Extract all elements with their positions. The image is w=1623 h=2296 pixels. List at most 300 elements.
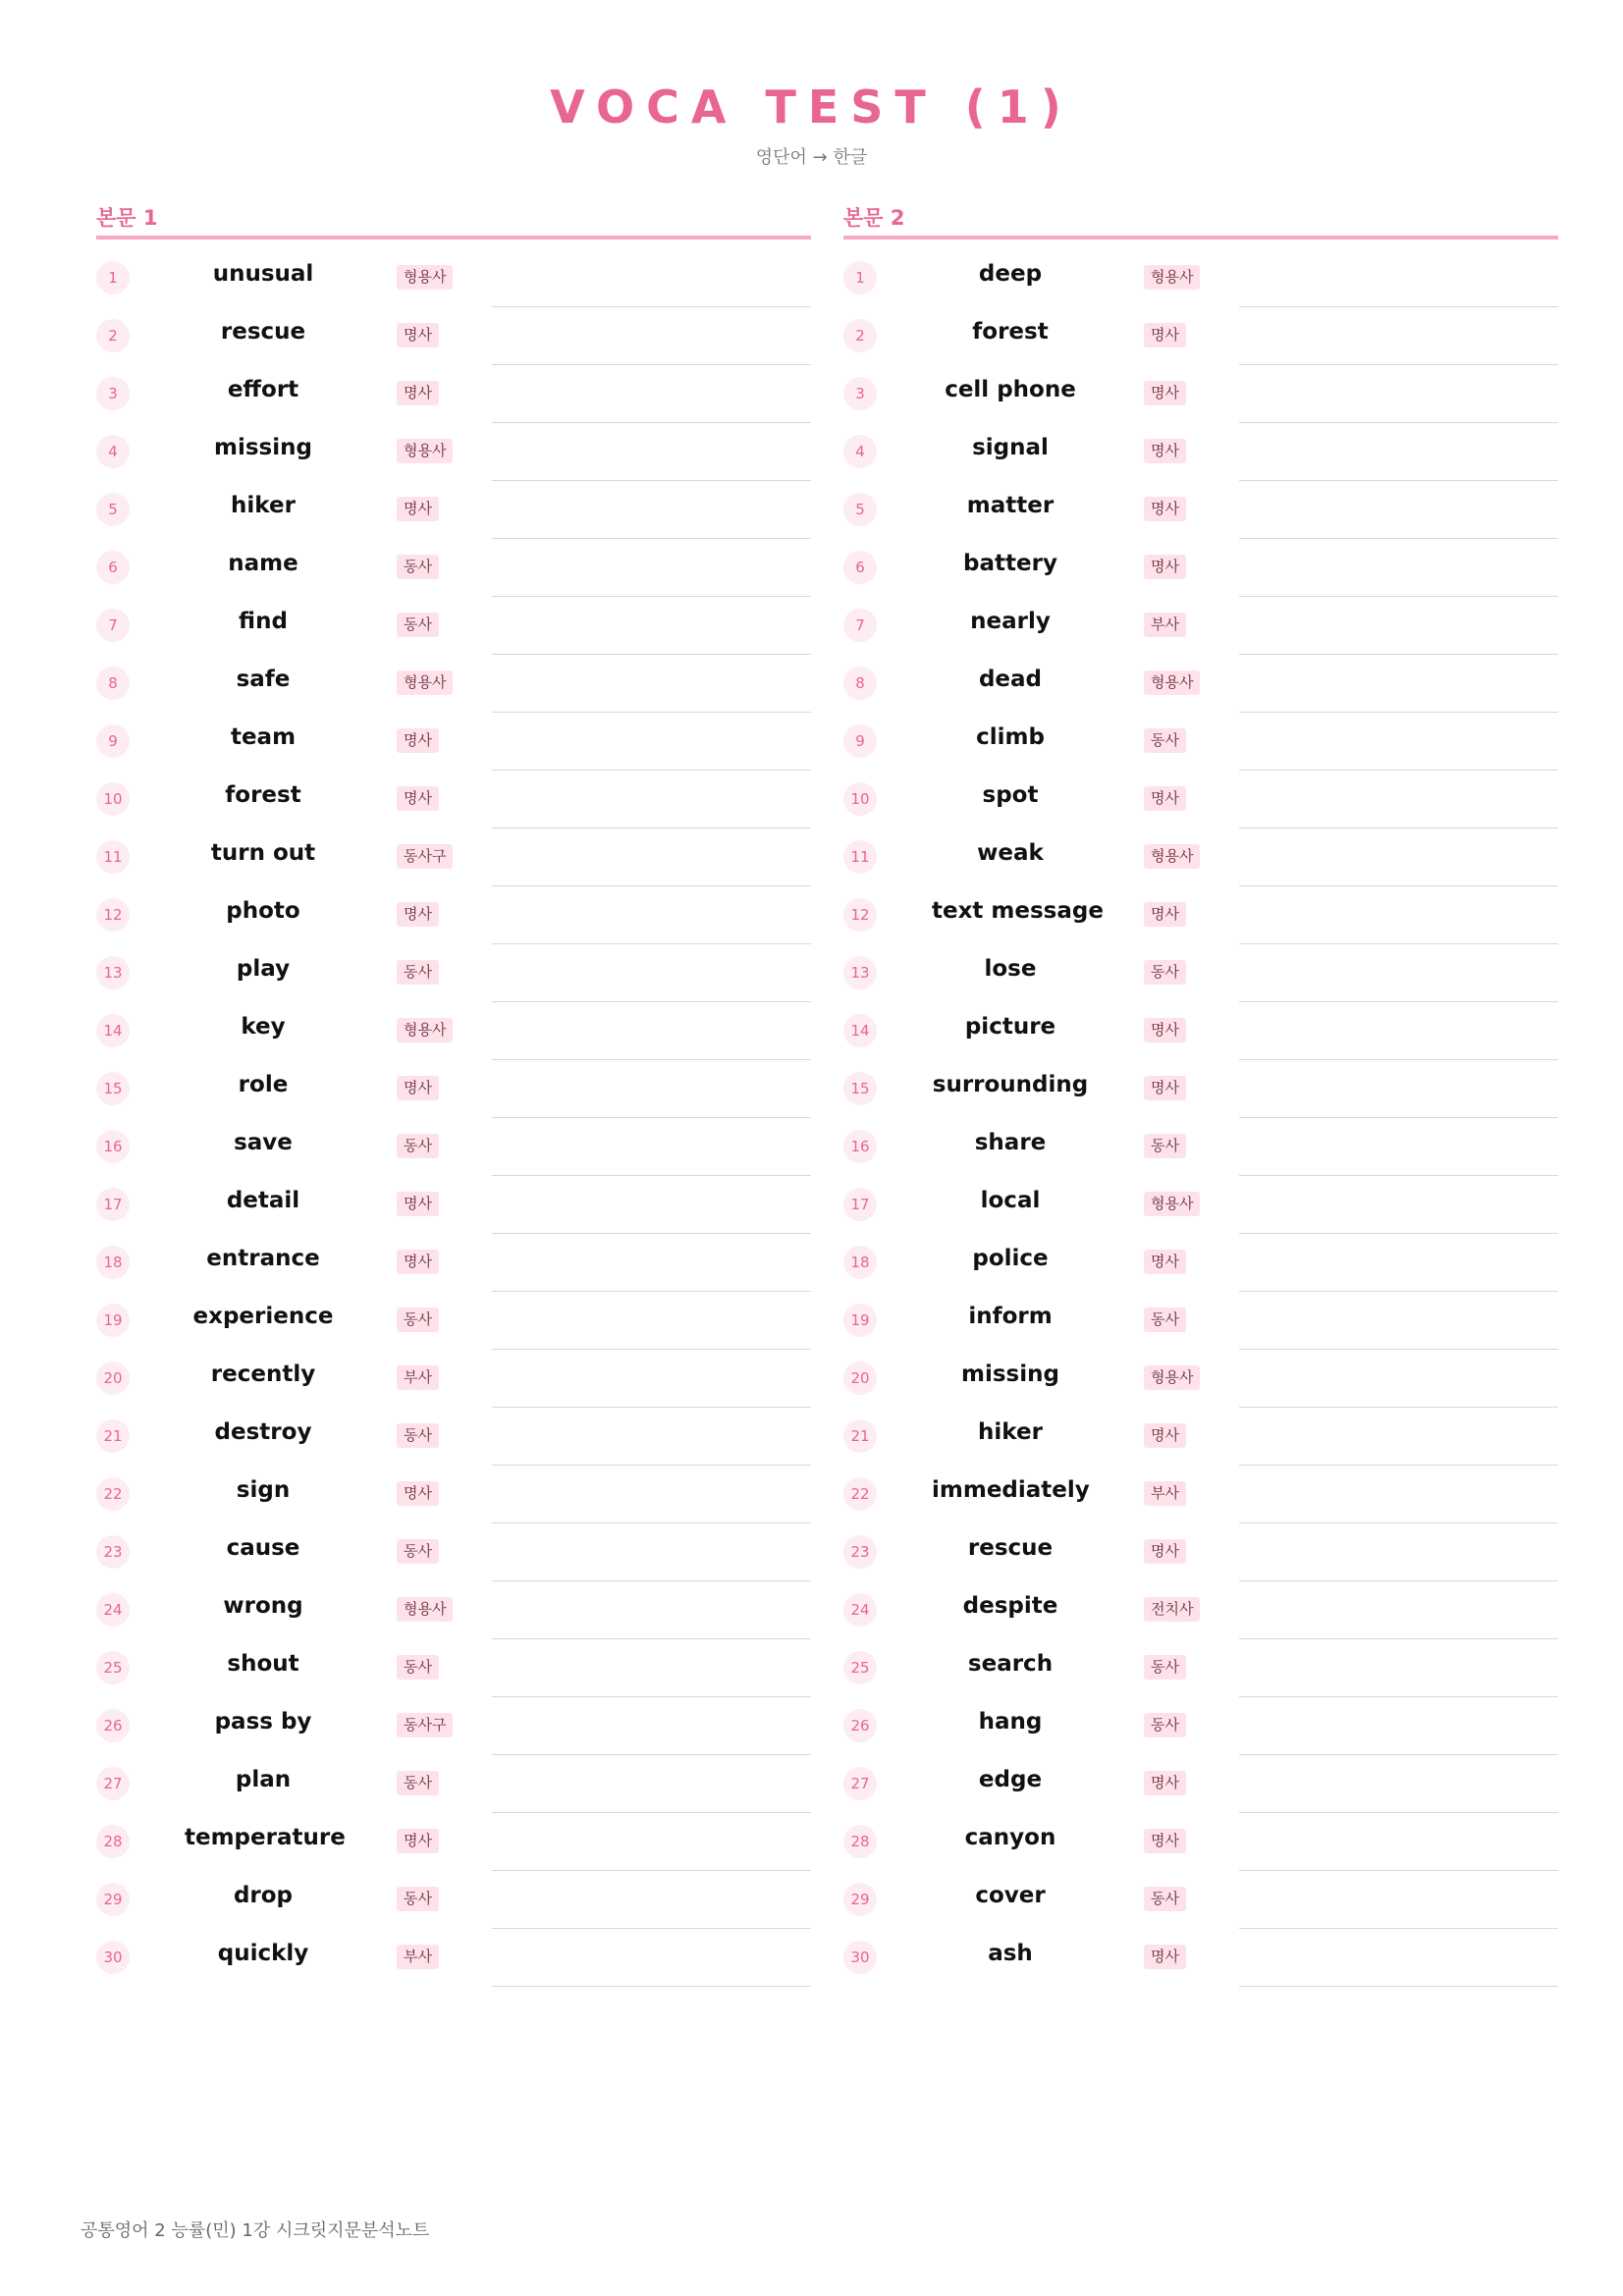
word-row bbox=[843, 1060, 1558, 1118]
answer-line[interactable] bbox=[1239, 943, 1558, 1002]
word-row bbox=[843, 1697, 1558, 1755]
answer-line[interactable] bbox=[1239, 364, 1558, 423]
item-number-badge: 15 bbox=[843, 1072, 877, 1105]
part-of-speech-tag: 형용사 bbox=[397, 1018, 453, 1042]
answer-line[interactable] bbox=[1239, 1291, 1558, 1350]
item-number-badge: 21 bbox=[843, 1419, 877, 1453]
part-of-speech-tag: 명사 bbox=[397, 1829, 439, 1853]
item-number-badge: 26 bbox=[96, 1709, 130, 1742]
answer-line[interactable] bbox=[1239, 712, 1558, 771]
part-of-speech-tag: 동사 bbox=[397, 960, 439, 985]
english-word: local bbox=[980, 1188, 1041, 1213]
part-of-speech-tag: 동사 bbox=[397, 555, 439, 579]
word-list bbox=[843, 249, 1558, 1987]
item-number-badge: 14 bbox=[843, 1014, 877, 1047]
word-row bbox=[843, 1871, 1558, 1929]
answer-line[interactable] bbox=[492, 538, 811, 597]
word-row bbox=[843, 944, 1558, 1002]
english-word: ash bbox=[988, 1941, 1033, 1966]
answer-line[interactable] bbox=[1239, 306, 1558, 365]
word-row bbox=[843, 1466, 1558, 1523]
item-number-badge: 7 bbox=[96, 609, 130, 642]
item-number-badge: 25 bbox=[843, 1651, 877, 1684]
part-of-speech-tag: 동사 bbox=[1144, 1887, 1186, 1911]
word-row bbox=[96, 1176, 811, 1234]
word-row bbox=[96, 1060, 811, 1118]
item-number-badge: 3 bbox=[843, 377, 877, 410]
part-of-speech-tag: 명사 bbox=[1144, 1076, 1186, 1100]
english-word: dead bbox=[978, 667, 1043, 692]
word-row bbox=[843, 713, 1558, 771]
part-of-speech-tag: 명사 bbox=[1144, 1829, 1186, 1853]
english-word: sign bbox=[236, 1477, 291, 1503]
answer-line[interactable] bbox=[1239, 654, 1558, 713]
part-of-speech-tag: 명사 bbox=[1144, 381, 1186, 405]
answer-line[interactable] bbox=[492, 1291, 811, 1350]
english-word: surrounding bbox=[932, 1072, 1089, 1097]
english-word: destroy bbox=[214, 1419, 312, 1445]
english-word: experience bbox=[192, 1304, 334, 1329]
item-number-badge: 6 bbox=[843, 551, 877, 584]
item-number-badge: 27 bbox=[96, 1767, 130, 1800]
english-word: search bbox=[967, 1651, 1054, 1677]
column-heading: 본문 1 bbox=[96, 206, 158, 230]
answer-line[interactable] bbox=[492, 1812, 811, 1871]
item-number-badge: 8 bbox=[843, 667, 877, 700]
word-row bbox=[96, 1118, 811, 1176]
answer-line[interactable] bbox=[1239, 1117, 1558, 1176]
answer-line[interactable] bbox=[492, 1407, 811, 1466]
part-of-speech-tag: 형용사 bbox=[1144, 844, 1200, 869]
word-row bbox=[843, 1292, 1558, 1350]
part-of-speech-tag: 명사 bbox=[1144, 1945, 1186, 1969]
item-number-badge: 10 bbox=[843, 782, 877, 816]
part-of-speech-tag: 동사구 bbox=[397, 1713, 453, 1737]
part-of-speech-tag: 형용사 bbox=[1144, 265, 1200, 290]
item-number-badge: 29 bbox=[843, 1883, 877, 1916]
english-word: unusual bbox=[212, 261, 314, 287]
word-row bbox=[843, 1350, 1558, 1408]
part-of-speech-tag: 전치사 bbox=[1144, 1597, 1200, 1622]
item-number-badge: 4 bbox=[843, 435, 877, 468]
english-word: team bbox=[230, 724, 297, 750]
answer-line[interactable] bbox=[492, 654, 811, 713]
item-number-badge: 22 bbox=[843, 1477, 877, 1511]
item-number-badge: 30 bbox=[843, 1941, 877, 1974]
item-number-badge: 2 bbox=[843, 319, 877, 352]
answer-line[interactable] bbox=[1239, 422, 1558, 481]
part-of-speech-tag: 부사 bbox=[1144, 613, 1186, 637]
english-word: despite bbox=[962, 1593, 1058, 1619]
item-number-badge: 20 bbox=[96, 1362, 130, 1395]
item-number-badge: 11 bbox=[96, 840, 130, 874]
answer-line[interactable] bbox=[1239, 770, 1558, 828]
english-word: lose bbox=[984, 956, 1037, 982]
part-of-speech-tag: 명사 bbox=[397, 1481, 439, 1506]
footer-note: 공통영어 2 능률(민) 1강 시크릿지문분석노트 bbox=[81, 2220, 430, 2241]
answer-line[interactable] bbox=[1239, 538, 1558, 597]
part-of-speech-tag: 동사구 bbox=[397, 844, 453, 869]
item-number-badge: 13 bbox=[843, 956, 877, 989]
word-row bbox=[843, 1581, 1558, 1639]
answer-line[interactable] bbox=[492, 1001, 811, 1060]
english-word: rescue bbox=[220, 319, 306, 345]
answer-line[interactable] bbox=[1239, 1812, 1558, 1871]
answer-line[interactable] bbox=[1239, 885, 1558, 944]
item-number-badge: 17 bbox=[843, 1188, 877, 1221]
item-number-badge: 18 bbox=[96, 1246, 130, 1279]
answer-line[interactable] bbox=[492, 306, 811, 365]
word-row bbox=[96, 1523, 811, 1581]
part-of-speech-tag: 동사 bbox=[1144, 960, 1186, 985]
answer-line[interactable] bbox=[1239, 1349, 1558, 1408]
answer-line[interactable] bbox=[1239, 480, 1558, 539]
answer-line[interactable] bbox=[492, 1580, 811, 1639]
column-heading-bar bbox=[96, 196, 811, 240]
english-word: save bbox=[234, 1130, 293, 1155]
english-word: signal bbox=[972, 435, 1049, 460]
english-word: temperature bbox=[185, 1825, 346, 1850]
item-number-badge: 1 bbox=[96, 261, 130, 294]
part-of-speech-tag: 명사 bbox=[1144, 1018, 1186, 1042]
item-number-badge: 25 bbox=[96, 1651, 130, 1684]
answer-line[interactable] bbox=[492, 1870, 811, 1929]
item-number-badge: 19 bbox=[96, 1304, 130, 1337]
column-heading: 본문 2 bbox=[843, 206, 905, 230]
answer-line[interactable] bbox=[1239, 1928, 1558, 1987]
english-word: forest bbox=[972, 319, 1049, 345]
word-row bbox=[843, 655, 1558, 713]
word-row bbox=[843, 771, 1558, 828]
item-number-badge: 24 bbox=[96, 1593, 130, 1627]
item-number-badge: 23 bbox=[96, 1535, 130, 1569]
answer-line[interactable] bbox=[492, 422, 811, 481]
word-row bbox=[96, 713, 811, 771]
part-of-speech-tag: 동사 bbox=[397, 1887, 439, 1911]
word-row bbox=[843, 423, 1558, 481]
word-row bbox=[96, 1292, 811, 1350]
answer-line[interactable] bbox=[492, 480, 811, 539]
english-word: drop bbox=[233, 1883, 294, 1908]
part-of-speech-tag: 형용사 bbox=[397, 670, 453, 695]
item-number-badge: 18 bbox=[843, 1246, 877, 1279]
word-row bbox=[843, 1813, 1558, 1871]
answer-line[interactable] bbox=[1239, 1580, 1558, 1639]
answer-line[interactable] bbox=[492, 1349, 811, 1408]
english-word: safe bbox=[236, 667, 291, 692]
part-of-speech-tag: 명사 bbox=[1144, 1423, 1186, 1448]
word-row bbox=[96, 1002, 811, 1060]
item-number-badge: 23 bbox=[843, 1535, 877, 1569]
word-row bbox=[96, 886, 811, 944]
answer-line[interactable] bbox=[492, 1928, 811, 1987]
english-word: turn out bbox=[210, 840, 316, 866]
english-word: key bbox=[241, 1014, 286, 1040]
part-of-speech-tag: 명사 bbox=[1144, 1539, 1186, 1564]
answer-line[interactable] bbox=[1239, 1465, 1558, 1523]
answer-line[interactable] bbox=[1239, 1233, 1558, 1292]
answer-line[interactable] bbox=[1239, 1059, 1558, 1118]
answer-line[interactable] bbox=[492, 1175, 811, 1234]
english-word: recently bbox=[210, 1362, 316, 1387]
part-of-speech-tag: 명사 bbox=[1144, 555, 1186, 579]
english-word: name bbox=[228, 551, 298, 576]
part-of-speech-tag: 부사 bbox=[1144, 1481, 1186, 1506]
english-word: hiker bbox=[978, 1419, 1043, 1445]
word-row bbox=[843, 1002, 1558, 1060]
item-number-badge: 7 bbox=[843, 609, 877, 642]
word-row bbox=[96, 771, 811, 828]
word-row bbox=[843, 539, 1558, 597]
answer-line[interactable] bbox=[1239, 1638, 1558, 1697]
part-of-speech-tag: 명사 bbox=[1144, 497, 1186, 521]
item-number-badge: 19 bbox=[843, 1304, 877, 1337]
word-row bbox=[96, 828, 811, 886]
english-word: pass by bbox=[214, 1709, 312, 1735]
english-word: effort bbox=[227, 377, 299, 402]
answer-line[interactable] bbox=[1239, 248, 1558, 307]
word-row bbox=[96, 597, 811, 655]
part-of-speech-tag: 명사 bbox=[397, 1250, 439, 1274]
part-of-speech-tag: 명사 bbox=[397, 1076, 439, 1100]
column-heading-bar bbox=[843, 196, 1558, 240]
word-row bbox=[96, 1350, 811, 1408]
word-row bbox=[843, 365, 1558, 423]
item-number-badge: 12 bbox=[843, 898, 877, 932]
word-row bbox=[96, 1697, 811, 1755]
answer-line[interactable] bbox=[492, 885, 811, 944]
word-row bbox=[96, 307, 811, 365]
english-word: police bbox=[972, 1246, 1049, 1271]
word-row bbox=[843, 828, 1558, 886]
part-of-speech-tag: 명사 bbox=[1144, 1771, 1186, 1795]
word-row bbox=[843, 307, 1558, 365]
word-row bbox=[96, 1581, 811, 1639]
word-row bbox=[843, 886, 1558, 944]
item-number-badge: 2 bbox=[96, 319, 130, 352]
column-passage-1 bbox=[96, 196, 811, 1987]
item-number-badge: 5 bbox=[96, 493, 130, 526]
part-of-speech-tag: 명사 bbox=[397, 1192, 439, 1216]
english-word: forest bbox=[225, 782, 301, 808]
word-row bbox=[96, 1755, 811, 1813]
item-number-badge: 8 bbox=[96, 667, 130, 700]
word-list bbox=[96, 249, 811, 1987]
item-number-badge: 9 bbox=[96, 724, 130, 758]
part-of-speech-tag: 명사 bbox=[1144, 1250, 1186, 1274]
part-of-speech-tag: 명사 bbox=[397, 381, 439, 405]
answer-line[interactable] bbox=[1239, 1001, 1558, 1060]
english-word: battery bbox=[963, 551, 1057, 576]
english-word: share bbox=[974, 1130, 1047, 1155]
item-number-badge: 29 bbox=[96, 1883, 130, 1916]
english-word: missing bbox=[961, 1362, 1059, 1387]
item-number-badge: 11 bbox=[843, 840, 877, 874]
word-row bbox=[843, 1929, 1558, 1987]
english-word: entrance bbox=[206, 1246, 320, 1271]
part-of-speech-tag: 형용사 bbox=[1144, 1365, 1200, 1390]
part-of-speech-tag: 형용사 bbox=[397, 1597, 453, 1622]
word-row bbox=[96, 1466, 811, 1523]
word-row bbox=[96, 1639, 811, 1697]
english-word: hiker bbox=[231, 493, 296, 518]
part-of-speech-tag: 명사 bbox=[1144, 902, 1186, 927]
part-of-speech-tag: 형용사 bbox=[1144, 1192, 1200, 1216]
english-word: picture bbox=[964, 1014, 1056, 1040]
item-number-badge: 17 bbox=[96, 1188, 130, 1221]
part-of-speech-tag: 동사 bbox=[397, 1134, 439, 1158]
answer-line[interactable] bbox=[492, 248, 811, 307]
word-row bbox=[96, 1234, 811, 1292]
english-word: detail bbox=[226, 1188, 300, 1213]
word-row bbox=[96, 539, 811, 597]
answer-line[interactable] bbox=[492, 1638, 811, 1697]
answer-line[interactable] bbox=[492, 828, 811, 886]
item-number-badge: 16 bbox=[843, 1130, 877, 1163]
part-of-speech-tag: 명사 bbox=[1144, 786, 1186, 811]
word-row bbox=[843, 249, 1558, 307]
english-word: immediately bbox=[932, 1477, 1090, 1503]
english-word: cause bbox=[226, 1535, 300, 1561]
item-number-badge: 28 bbox=[96, 1825, 130, 1858]
page-title: VOCA TEST (1) bbox=[550, 80, 1073, 133]
english-word: inform bbox=[968, 1304, 1053, 1329]
answer-line[interactable] bbox=[492, 596, 811, 655]
part-of-speech-tag: 명사 bbox=[397, 786, 439, 811]
item-number-badge: 16 bbox=[96, 1130, 130, 1163]
english-word: photo bbox=[226, 898, 300, 924]
part-of-speech-tag: 동사 bbox=[1144, 1655, 1186, 1680]
answer-line[interactable] bbox=[492, 1696, 811, 1755]
answer-line[interactable] bbox=[1239, 1175, 1558, 1234]
part-of-speech-tag: 동사 bbox=[1144, 1713, 1186, 1737]
english-word: text message bbox=[932, 898, 1104, 924]
part-of-speech-tag: 동사 bbox=[397, 1771, 439, 1795]
part-of-speech-tag: 동사 bbox=[397, 1655, 439, 1680]
part-of-speech-tag: 명사 bbox=[397, 728, 439, 753]
item-number-badge: 22 bbox=[96, 1477, 130, 1511]
word-row bbox=[843, 1523, 1558, 1581]
word-row bbox=[843, 597, 1558, 655]
item-number-badge: 3 bbox=[96, 377, 130, 410]
english-word: missing bbox=[214, 435, 312, 460]
english-word: canyon bbox=[964, 1825, 1056, 1850]
item-number-badge: 26 bbox=[843, 1709, 877, 1742]
item-number-badge: 14 bbox=[96, 1014, 130, 1047]
part-of-speech-tag: 명사 bbox=[397, 497, 439, 521]
answer-line[interactable] bbox=[492, 1233, 811, 1292]
english-word: play bbox=[236, 956, 291, 982]
part-of-speech-tag: 동사 bbox=[397, 613, 439, 637]
answer-line[interactable] bbox=[492, 770, 811, 828]
answer-line[interactable] bbox=[1239, 1754, 1558, 1813]
word-row bbox=[843, 1755, 1558, 1813]
item-number-badge: 4 bbox=[96, 435, 130, 468]
answer-line[interactable] bbox=[492, 1059, 811, 1118]
answer-line[interactable] bbox=[492, 364, 811, 423]
english-word: quickly bbox=[217, 1941, 309, 1966]
answer-line[interactable] bbox=[1239, 1407, 1558, 1466]
word-row bbox=[843, 481, 1558, 539]
english-word: shout bbox=[227, 1651, 299, 1677]
word-row bbox=[96, 365, 811, 423]
part-of-speech-tag: 형용사 bbox=[1144, 670, 1200, 695]
part-of-speech-tag: 명사 bbox=[1144, 439, 1186, 463]
item-number-badge: 30 bbox=[96, 1941, 130, 1974]
word-row bbox=[96, 944, 811, 1002]
answer-line[interactable] bbox=[492, 712, 811, 771]
english-word: deep bbox=[978, 261, 1043, 287]
english-word: climb bbox=[976, 724, 1045, 750]
english-word: wrong bbox=[223, 1593, 303, 1619]
part-of-speech-tag: 명사 bbox=[397, 902, 439, 927]
english-word: matter bbox=[966, 493, 1055, 518]
answer-line[interactable] bbox=[492, 1465, 811, 1523]
item-number-badge: 28 bbox=[843, 1825, 877, 1858]
word-row bbox=[96, 249, 811, 307]
part-of-speech-tag: 명사 bbox=[1144, 323, 1186, 347]
answer-line[interactable] bbox=[492, 1754, 811, 1813]
answer-line[interactable] bbox=[1239, 1522, 1558, 1581]
item-number-badge: 12 bbox=[96, 898, 130, 932]
word-row bbox=[843, 1118, 1558, 1176]
item-number-badge: 20 bbox=[843, 1362, 877, 1395]
english-word: weak bbox=[977, 840, 1044, 866]
item-number-badge: 1 bbox=[843, 261, 877, 294]
item-number-badge: 27 bbox=[843, 1767, 877, 1800]
word-row bbox=[96, 1813, 811, 1871]
page-subtitle: 영단어 → 한글 bbox=[755, 147, 868, 168]
english-word: rescue bbox=[967, 1535, 1054, 1561]
part-of-speech-tag: 부사 bbox=[397, 1945, 439, 1969]
part-of-speech-tag: 동사 bbox=[1144, 1308, 1186, 1332]
english-word: plan bbox=[235, 1767, 292, 1792]
word-row bbox=[96, 481, 811, 539]
english-word: edge bbox=[978, 1767, 1043, 1792]
english-word: hang bbox=[978, 1709, 1043, 1735]
english-word: cover bbox=[975, 1883, 1046, 1908]
item-number-badge: 15 bbox=[96, 1072, 130, 1105]
part-of-speech-tag: 동사 bbox=[1144, 1134, 1186, 1158]
word-row bbox=[843, 1176, 1558, 1234]
word-row bbox=[96, 1871, 811, 1929]
part-of-speech-tag: 동사 bbox=[397, 1539, 439, 1564]
answer-line[interactable] bbox=[1239, 1696, 1558, 1755]
answer-line[interactable] bbox=[492, 943, 811, 1002]
english-word: nearly bbox=[970, 609, 1051, 634]
part-of-speech-tag: 부사 bbox=[397, 1365, 439, 1390]
item-number-badge: 13 bbox=[96, 956, 130, 989]
answer-line[interactable] bbox=[492, 1522, 811, 1581]
column-passage-2 bbox=[843, 196, 1558, 1987]
word-row bbox=[843, 1234, 1558, 1292]
word-row bbox=[96, 1929, 811, 1987]
answer-line[interactable] bbox=[1239, 1870, 1558, 1929]
item-number-badge: 10 bbox=[96, 782, 130, 816]
part-of-speech-tag: 동사 bbox=[397, 1423, 439, 1448]
part-of-speech-tag: 동사 bbox=[397, 1308, 439, 1332]
answer-line[interactable] bbox=[1239, 596, 1558, 655]
word-row bbox=[843, 1639, 1558, 1697]
part-of-speech-tag: 형용사 bbox=[397, 439, 453, 463]
answer-line[interactable] bbox=[492, 1117, 811, 1176]
word-row bbox=[96, 423, 811, 481]
english-word: spot bbox=[982, 782, 1039, 808]
answer-line[interactable] bbox=[1239, 828, 1558, 886]
part-of-speech-tag: 명사 bbox=[397, 323, 439, 347]
item-number-badge: 6 bbox=[96, 551, 130, 584]
item-number-badge: 21 bbox=[96, 1419, 130, 1453]
